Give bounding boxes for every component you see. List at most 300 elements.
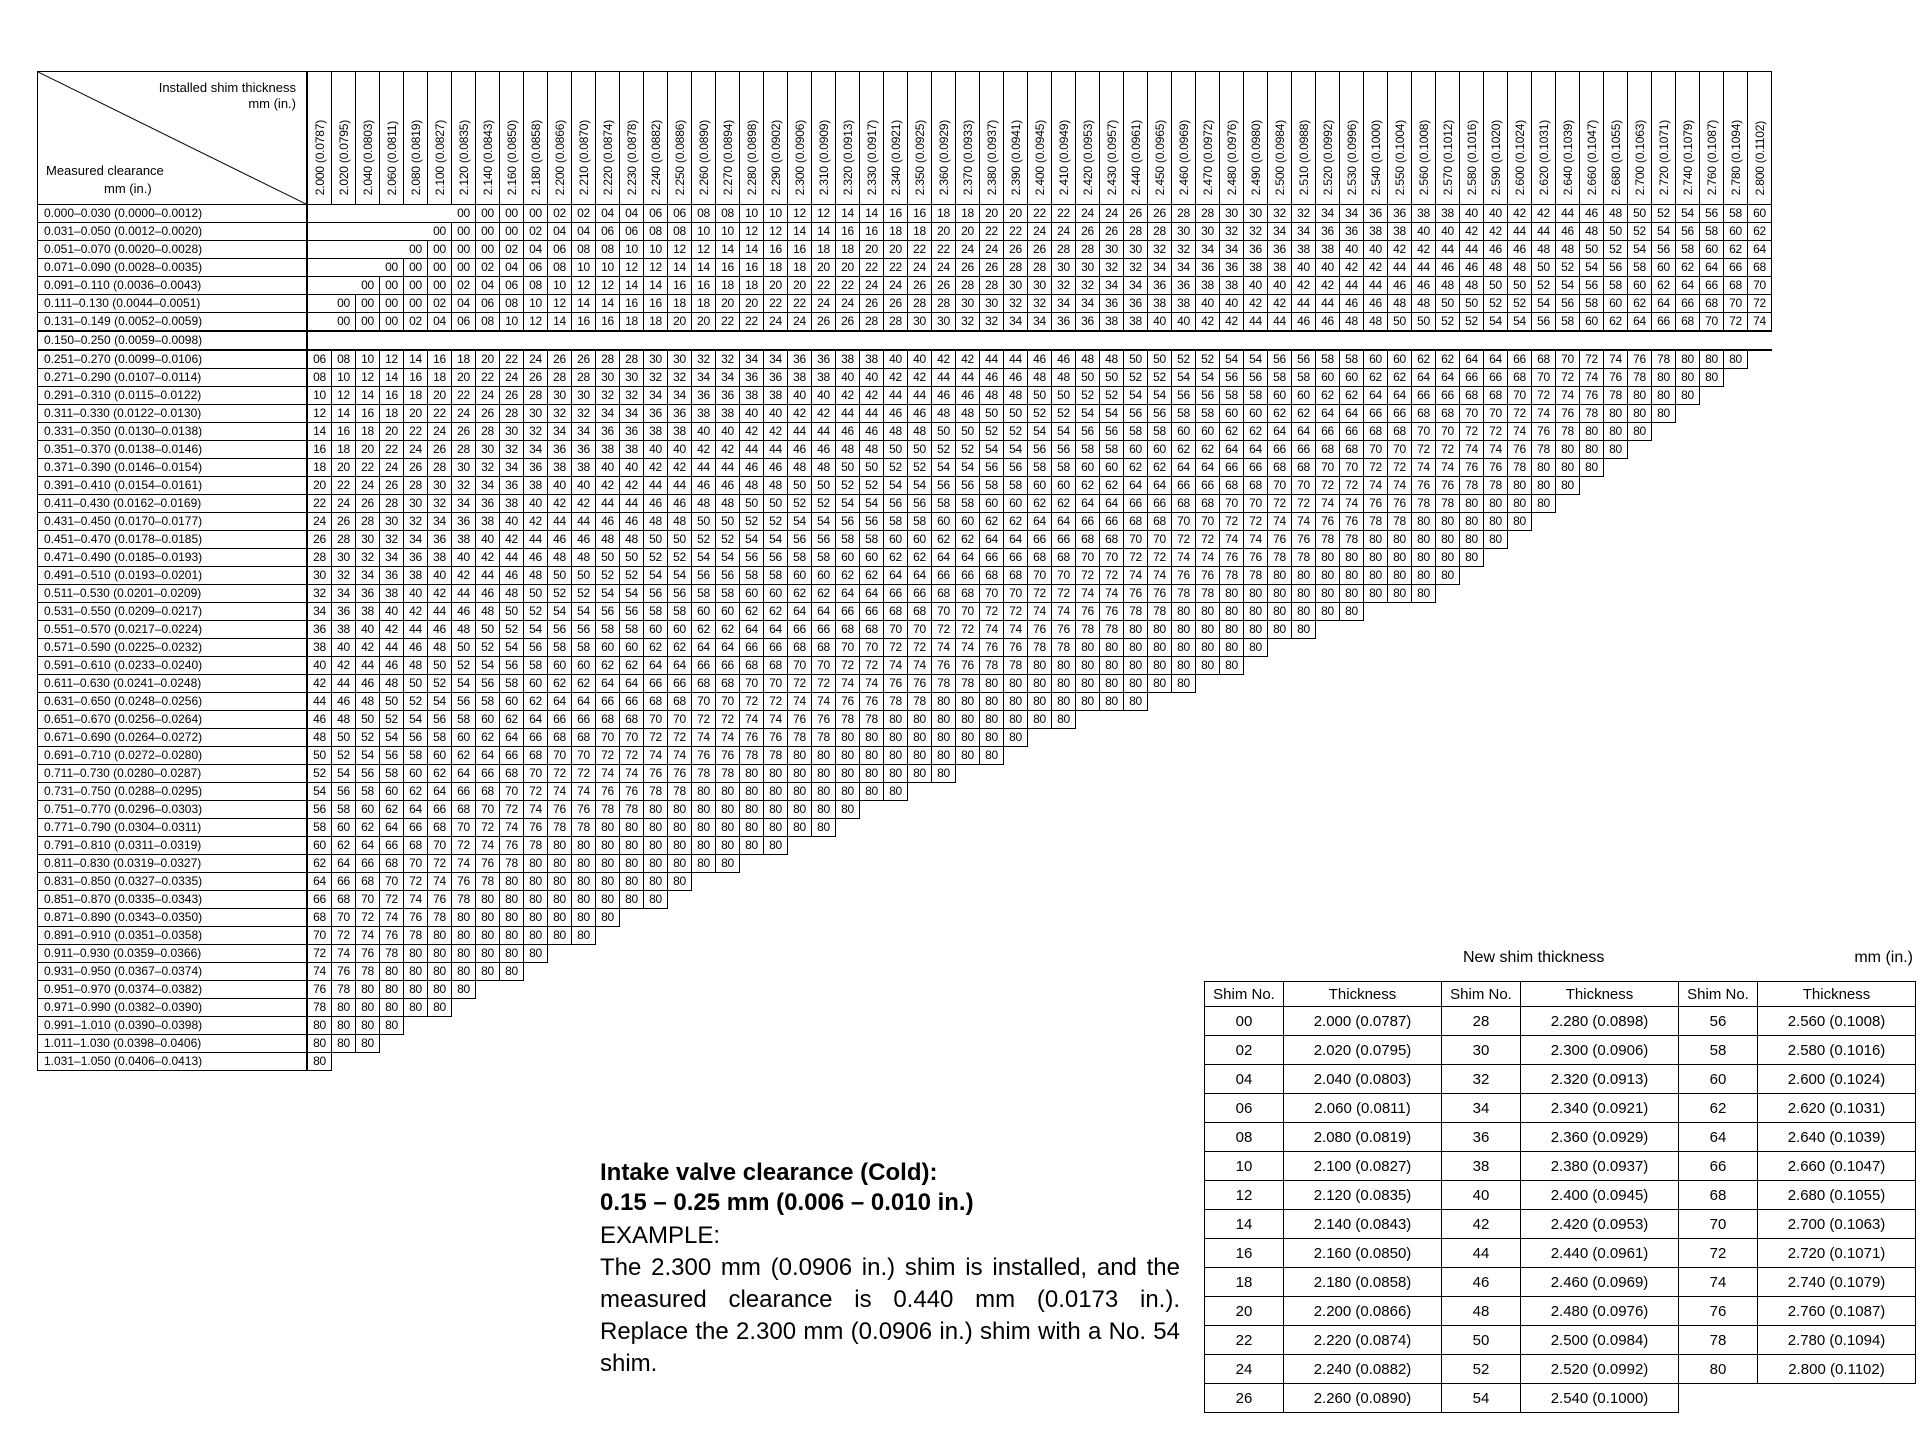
blank-cell: [740, 855, 764, 873]
shim-number-cell: 68: [1676, 313, 1700, 332]
blank-cell: [1652, 549, 1676, 567]
shim-number-cell: 80: [307, 1035, 332, 1053]
shim-number-cell: 38: [740, 387, 764, 405]
new-shim-row: [1205, 1065, 1916, 1094]
blank-cell: [1004, 801, 1028, 819]
shim-number-cell: 20: [884, 241, 908, 259]
clearance-row: [38, 549, 1772, 567]
shim-number-cell: 54: [1028, 423, 1052, 441]
blank-cell: [764, 1035, 788, 1053]
shim-number-cell: 68: [1100, 531, 1124, 549]
blank-cell: [836, 1035, 860, 1053]
shim-number-cell: 48: [1340, 313, 1364, 332]
blank-cell: [908, 819, 932, 837]
shim-number-cell: 56: [1076, 423, 1100, 441]
shim-number-cell: 08: [668, 223, 692, 241]
empty-cell: [1460, 331, 1484, 350]
shim-number-cell: 74: [620, 765, 644, 783]
blank-cell: [1700, 621, 1724, 639]
blank-cell: [548, 945, 572, 963]
blank-cell: [1508, 801, 1532, 819]
shim-number-cell: 38: [1244, 259, 1268, 277]
blank-cell: [1268, 891, 1292, 909]
empty-cell: [740, 331, 764, 350]
shim-no-cell: 66: [1679, 1152, 1758, 1181]
shim-number-cell: 54: [860, 495, 884, 513]
shim-number-cell: 38: [644, 423, 668, 441]
shim-thickness-cell: 2.580 (0.1016): [1758, 1036, 1916, 1065]
shim-number-cell: 30: [908, 313, 932, 332]
shim-thickness-cell: 2.760 (0.1087): [1758, 1297, 1916, 1326]
shim-number-cell: 42: [812, 405, 836, 423]
blank-cell: [1724, 693, 1748, 711]
shim-number-cell: 42: [524, 513, 548, 531]
shim-thickness-cell: 2.060 (0.0811): [1284, 1094, 1442, 1123]
shim-number-cell: 64: [1052, 513, 1076, 531]
shim-number-cell: 68: [932, 585, 956, 603]
shim-number-cell: 20: [356, 441, 380, 459]
shim-thickness-cell: 2.220 (0.0874): [1284, 1326, 1442, 1355]
shim-number-cell: 72: [860, 657, 884, 675]
shim-number-cell: 80: [1508, 513, 1532, 531]
shim-number-cell: 70: [788, 657, 812, 675]
blank-cell: [1340, 819, 1364, 837]
shim-number-cell: 64: [1148, 477, 1172, 495]
blank-cell: [1220, 855, 1244, 873]
shim-number-cell: 76: [644, 765, 668, 783]
blank-cell: [908, 837, 932, 855]
shim-number-cell: 48: [1364, 313, 1388, 332]
blank-cell: [1124, 981, 1148, 999]
shim-number-cell: 42: [1292, 277, 1316, 295]
shim-number-cell: 72: [1004, 603, 1028, 621]
blank-cell: [644, 1035, 668, 1053]
shim-number-cell: 80: [812, 801, 836, 819]
shim-number-cell: 80: [1436, 513, 1460, 531]
shim-number-cell: 18: [332, 441, 356, 459]
blank-cell: [1196, 891, 1220, 909]
shim-number-cell: 28: [1004, 259, 1028, 277]
blank-cell: [572, 1053, 596, 1071]
shim-number-cell: 42: [1508, 205, 1532, 223]
blank-cell: [1748, 495, 1772, 513]
blank-cell: [572, 1035, 596, 1053]
shim-number-cell: 58: [1676, 241, 1700, 259]
shim-number-cell: 68: [524, 747, 548, 765]
shim-number-cell: 74: [1556, 387, 1580, 405]
blank-cell: [1676, 441, 1700, 459]
shim-number-cell: 34: [1340, 205, 1364, 223]
shim-number-cell: 36: [1196, 259, 1220, 277]
shim-number-cell: 32: [356, 549, 380, 567]
clearance-row: [38, 259, 1772, 277]
shim-number-cell: 80: [1316, 549, 1340, 567]
shim-number-cell: 80: [1388, 531, 1412, 549]
shim-number-cell: 62: [812, 585, 836, 603]
blank-cell: [1724, 783, 1748, 801]
shim-number-cell: 74: [740, 711, 764, 729]
installed-thickness-header: [548, 72, 572, 205]
shim-number-cell: 62: [1004, 513, 1028, 531]
shim-number-cell: 80: [1412, 531, 1436, 549]
blank-cell: [1484, 639, 1508, 657]
blank-cell: [1556, 711, 1580, 729]
blank-cell: [1436, 621, 1460, 639]
blank-cell: [1652, 477, 1676, 495]
clearance-range-label: 0.651–0.670 (0.0256–0.0264): [38, 711, 308, 729]
shim-number-cell: 06: [668, 205, 692, 223]
blank-cell: [1148, 891, 1172, 909]
shim-number-cell: 80: [788, 801, 812, 819]
installed-thickness-value: 2.330 (0.0917): [864, 119, 879, 195]
shim-number-cell: 58: [668, 603, 692, 621]
empty-cell: [1532, 331, 1556, 350]
shim-number-cell: 48: [1508, 259, 1532, 277]
empty-cell: [404, 205, 428, 223]
shim-number-cell: 80: [668, 873, 692, 891]
installed-thickness-value: 2.490 (0.0980): [1248, 119, 1263, 195]
shim-number-cell: 62: [884, 549, 908, 567]
blank-cell: [1580, 657, 1604, 675]
shim-number-cell: 48: [1388, 295, 1412, 313]
shim-number-cell: 80: [860, 729, 884, 747]
shim-number-cell: 42: [836, 387, 860, 405]
shim-number-cell: 72: [716, 711, 740, 729]
shim-number-cell: 58: [1148, 423, 1172, 441]
blank-cell: [1148, 981, 1172, 999]
blank-cell: [1124, 1035, 1148, 1053]
blank-cell: [1412, 891, 1436, 909]
shim-number-cell: 68: [1316, 441, 1340, 459]
shim-number-cell: 80: [1004, 675, 1028, 693]
shim-number-cell: 80: [1412, 585, 1436, 603]
shim-number-cell: 74: [1340, 495, 1364, 513]
shim-number-cell: 80: [716, 819, 740, 837]
shim-number-cell: 80: [524, 855, 548, 873]
shim-no-cell: 12: [1205, 1181, 1284, 1210]
blank-cell: [1556, 675, 1580, 693]
shim-number-cell: 52: [668, 549, 692, 567]
shim-number-cell: 44: [476, 567, 500, 585]
example-label: EXAMPLE:: [600, 1222, 721, 1249]
shim-number-cell: 30: [644, 350, 668, 369]
blank-cell: [1124, 783, 1148, 801]
blank-cell: [1412, 765, 1436, 783]
blank-cell: [1124, 945, 1148, 963]
clearance-range-label: 0.851–0.870 (0.0335–0.0343): [38, 891, 308, 909]
shim-number-cell: 58: [1220, 387, 1244, 405]
installed-thickness-value: 2.550 (0.1004): [1392, 119, 1407, 195]
blank-cell: [1196, 765, 1220, 783]
shim-no-cell: 68: [1679, 1181, 1758, 1210]
installed-thickness-unit: mm (in.): [248, 96, 296, 111]
shim-number-cell: 40: [1484, 205, 1508, 223]
new-shim-row: [1205, 1384, 1916, 1413]
shim-number-cell: 30: [620, 369, 644, 387]
shim-number-cell: 56: [1220, 369, 1244, 387]
shim-number-cell: 80: [1460, 495, 1484, 513]
blank-cell: [668, 909, 692, 927]
blank-cell: [1604, 927, 1628, 945]
blank-cell: [1580, 837, 1604, 855]
shim-number-cell: 46: [572, 531, 596, 549]
shim-number-cell: 34: [1004, 313, 1028, 332]
shim-number-cell: 44: [740, 441, 764, 459]
blank-cell: [1628, 909, 1652, 927]
blank-cell: [932, 1017, 956, 1035]
blank-cell: [1364, 837, 1388, 855]
shim-number-cell: 14: [548, 313, 572, 332]
shim-number-cell: 46: [980, 369, 1004, 387]
shim-number-cell: 46: [428, 621, 452, 639]
shim-number-cell: 32: [1292, 205, 1316, 223]
shim-number-cell: 06: [476, 295, 500, 313]
shim-number-cell: 52: [1556, 259, 1580, 277]
shim-number-cell: 34: [476, 477, 500, 495]
blank-cell: [932, 801, 956, 819]
shim-number-cell: 80: [572, 927, 596, 945]
shim-number-cell: 68: [1172, 495, 1196, 513]
shim-number-cell: 80: [620, 819, 644, 837]
installed-thickness-value: 2.210 (0.0870): [576, 119, 591, 195]
shim-number-cell: 80: [572, 837, 596, 855]
shim-number-cell: 66: [908, 585, 932, 603]
blank-cell: [1028, 765, 1052, 783]
blank-cell: [1676, 747, 1700, 765]
blank-cell: [1556, 873, 1580, 891]
shim-number-cell: 36: [1268, 241, 1292, 259]
shim-number-cell: 66: [716, 657, 740, 675]
blank-cell: [1292, 801, 1316, 819]
shim-number-cell: 36: [1364, 205, 1388, 223]
shim-number-cell: 80: [1364, 585, 1388, 603]
blank-cell: [1100, 999, 1124, 1017]
shim-number-cell: 14: [692, 259, 716, 277]
blank-cell: [1508, 891, 1532, 909]
shim-number-cell: 02: [524, 223, 548, 241]
blank-cell: [1748, 477, 1772, 495]
shim-no-cell: 24: [1205, 1355, 1284, 1384]
shim-number-cell: 68: [740, 657, 764, 675]
blank-cell: [1676, 711, 1700, 729]
shim-number-cell: 80: [1604, 423, 1628, 441]
shim-number-cell: 60: [1652, 259, 1676, 277]
blank-cell: [1292, 675, 1316, 693]
shim-number-cell: 54: [836, 495, 860, 513]
blank-cell: [1388, 891, 1412, 909]
shim-number-cell: 62: [1628, 295, 1652, 313]
shim-number-cell: 46: [620, 513, 644, 531]
shim-number-cell: 54: [716, 549, 740, 567]
shim-number-cell: 38: [524, 477, 548, 495]
shim-number-cell: 38: [452, 531, 476, 549]
blank-cell: [1364, 819, 1388, 837]
blank-cell: [1580, 783, 1604, 801]
empty-cell: [1724, 331, 1748, 350]
shim-number-cell: 30: [548, 387, 572, 405]
blank-cell: [1388, 657, 1412, 675]
shim-number-cell: 50: [692, 513, 716, 531]
blank-cell: [1340, 747, 1364, 765]
blank-cell: [956, 909, 980, 927]
shim-number-cell: 58: [1340, 350, 1364, 369]
blank-cell: [1508, 585, 1532, 603]
shim-number-cell: 24: [956, 241, 980, 259]
shim-number-cell: 70: [476, 801, 500, 819]
shim-thickness-cell: 2.000 (0.0787): [1284, 1007, 1442, 1036]
shim-number-cell: 48: [1412, 295, 1436, 313]
shim-number-cell: 80: [332, 999, 356, 1017]
shim-number-cell: 80: [428, 945, 452, 963]
shim-number-cell: 38: [1292, 241, 1316, 259]
shim-number-cell: 76: [1172, 567, 1196, 585]
installed-thickness-value: 2.040 (0.0803): [360, 119, 375, 195]
blank-cell: [1484, 567, 1508, 585]
blank-cell: [1076, 891, 1100, 909]
shim-number-cell: 74: [1316, 495, 1340, 513]
blank-cell: [1748, 531, 1772, 549]
clearance-range-label: 0.771–0.790 (0.0304–0.0311): [38, 819, 308, 837]
shim-number-cell: 34: [692, 369, 716, 387]
blank-cell: [476, 981, 500, 999]
blank-cell: [596, 927, 620, 945]
empty-cell: [644, 331, 668, 350]
blank-cell: [1484, 693, 1508, 711]
blank-cell: [1148, 927, 1172, 945]
shim-number-cell: 62: [956, 531, 980, 549]
chart-body: [38, 205, 1772, 1071]
shim-number-cell: 24: [500, 369, 524, 387]
shim-number-cell: 76: [764, 729, 788, 747]
blank-cell: [1460, 819, 1484, 837]
shim-number-cell: 16: [332, 423, 356, 441]
shim-number-cell: 14: [307, 423, 332, 441]
shim-number-cell: 60: [452, 729, 476, 747]
shim-number-cell: 68: [452, 801, 476, 819]
shim-number-cell: 76: [812, 711, 836, 729]
blank-cell: [692, 873, 716, 891]
empty-cell: [404, 223, 428, 241]
shim-number-cell: 70: [307, 927, 332, 945]
shim-number-cell: 50: [380, 693, 404, 711]
blank-cell: [1268, 711, 1292, 729]
shim-number-cell: 28: [980, 277, 1004, 295]
shim-number-cell: 70: [668, 711, 692, 729]
blank-cell: [1508, 531, 1532, 549]
shim-number-cell: 80: [1148, 639, 1172, 657]
blank-cell: [1700, 819, 1724, 837]
shim-number-cell: 48: [548, 549, 572, 567]
shim-number-cell: 66: [428, 801, 452, 819]
installed-thickness-header: [1484, 72, 1508, 205]
shim-thickness-cell: 2.180 (0.0858): [1284, 1268, 1442, 1297]
shim-number-cell: 80: [1484, 495, 1508, 513]
empty-cell: [476, 331, 500, 350]
blank-cell: [1100, 873, 1124, 891]
shim-number-cell: 50: [548, 567, 572, 585]
shim-number-cell: 80: [1028, 675, 1052, 693]
shim-number-cell: 66: [1340, 423, 1364, 441]
shim-number-cell: 56: [1172, 387, 1196, 405]
blank-cell: [1556, 909, 1580, 927]
shim-number-cell: 66: [1436, 387, 1460, 405]
shim-number-cell: 74: [956, 639, 980, 657]
blank-cell: [1652, 801, 1676, 819]
shim-number-cell: 10: [572, 259, 596, 277]
shim-number-cell: 30: [1172, 223, 1196, 241]
shim-number-cell: 34: [380, 549, 404, 567]
shim-number-cell: 30: [1052, 259, 1076, 277]
blank-cell: [1724, 675, 1748, 693]
blank-cell: [1652, 495, 1676, 513]
clearance-row: [38, 295, 1772, 313]
blank-cell: [956, 1017, 980, 1035]
blank-cell: [1532, 729, 1556, 747]
shim-number-cell: 80: [1004, 693, 1028, 711]
shim-number-cell: 30: [956, 295, 980, 313]
empty-cell: [1268, 331, 1292, 350]
blank-cell: [428, 1035, 452, 1053]
blank-cell: [884, 999, 908, 1017]
shim-number-cell: 12: [524, 313, 548, 332]
shim-number-cell: 80: [428, 981, 452, 999]
blank-cell: [1556, 585, 1580, 603]
shim-number-cell: 58: [1292, 369, 1316, 387]
shim-number-cell: 08: [548, 259, 572, 277]
shim-number-cell: 22: [380, 441, 404, 459]
blank-cell: [1316, 621, 1340, 639]
installed-thickness-label: Installed shim thickness: [158, 80, 296, 95]
blank-cell: [1580, 675, 1604, 693]
blank-cell: [1628, 513, 1652, 531]
blank-cell: [764, 981, 788, 999]
shim-number-cell: 74: [548, 783, 572, 801]
blank-cell: [1628, 819, 1652, 837]
shim-number-cell: 78: [740, 747, 764, 765]
shim-number-cell: 62: [1220, 423, 1244, 441]
blank-cell: [1436, 927, 1460, 945]
shim-number-cell: 26: [932, 277, 956, 295]
shim-number-cell: 80: [1580, 459, 1604, 477]
blank-cell: [1724, 747, 1748, 765]
blank-cell: [1004, 765, 1028, 783]
blank-cell: [1388, 603, 1412, 621]
shim-number-cell: 24: [524, 350, 548, 369]
blank-cell: [1556, 891, 1580, 909]
blank-cell: [1460, 909, 1484, 927]
blank-cell: [1628, 729, 1652, 747]
shim-number-cell: 30: [476, 441, 500, 459]
shim-number-cell: 44: [1292, 295, 1316, 313]
blank-cell: [1148, 765, 1172, 783]
blank-cell: [668, 1035, 692, 1053]
shim-number-cell: 66: [1676, 295, 1700, 313]
installed-thickness-value: 2.230 (0.0878): [624, 119, 639, 195]
shim-number-cell: 56: [307, 801, 332, 819]
shim-number-cell: 56: [572, 621, 596, 639]
installed-thickness-value: 2.640 (0.1039): [1560, 119, 1575, 195]
blank-cell: [1580, 855, 1604, 873]
blank-cell: [1028, 891, 1052, 909]
shim-number-cell: 36: [572, 441, 596, 459]
shim-number-cell: 72: [1340, 477, 1364, 495]
shim-number-cell: 28: [452, 441, 476, 459]
shim-number-cell: 26: [307, 531, 332, 549]
blank-cell: [1100, 747, 1124, 765]
shim-thickness-cell: 2.400 (0.0945): [1521, 1181, 1679, 1210]
shim-number-cell: 36: [1124, 295, 1148, 313]
blank-cell: [812, 1035, 836, 1053]
